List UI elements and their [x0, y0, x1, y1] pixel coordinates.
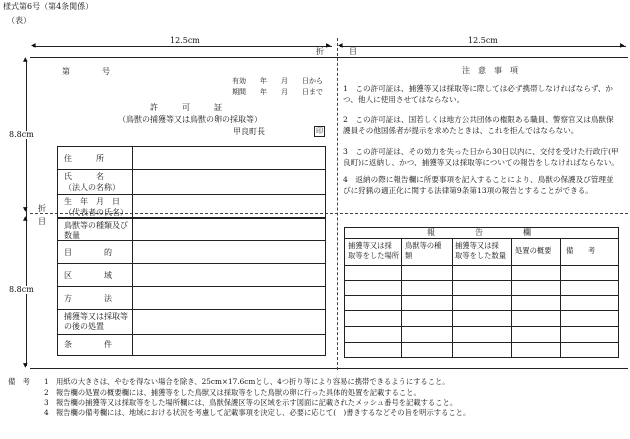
arrow-left-icon: ◀	[338, 42, 343, 49]
table-divider	[132, 146, 133, 218]
table-rule	[57, 286, 326, 287]
remarks-label: 備 考	[8, 377, 30, 386]
table-rule	[57, 194, 326, 195]
eye-label-top: 目	[349, 47, 357, 56]
remark-item-4: 4 報告欄の備考欄には、地域における状況を考慮して記載事項を決定し、必要に応じて( )書きするなどその旨を明示すること。	[44, 408, 471, 417]
table-rule	[344, 342, 619, 343]
arrow-down-icon: ▼	[23, 362, 28, 369]
eye-label-side: 目	[38, 217, 46, 226]
report-col-place-1: 捕獲等又は採	[348, 241, 392, 250]
bottom-border	[30, 368, 628, 369]
arrow-up-icon: ▲	[23, 56, 28, 63]
valid-until: 期間 年 月 日まで	[232, 88, 323, 96]
permit-subtitle: （鳥獣の捕獲等又は鳥獣の卵の採取等）	[118, 115, 262, 124]
caution-item-3: 3 この許可証は、その効力を失った日から30日以内に、交付を受けた行政庁(甲良町)に返納し、かつ、捕獲等又は採取等についての報告をしなければならない。	[343, 147, 619, 168]
name-label: 氏 名	[64, 172, 104, 181]
permit-number-label: 第 号	[62, 67, 110, 76]
area-label: 区 域	[64, 271, 112, 280]
remark-item-2: 2 報告欄の処置の概要欄には、捕獲等をした鳥獣又は採取等をした鳥獣の卵に行った具体的処置を記載すること。	[44, 388, 421, 397]
purpose-label: 目 的	[64, 248, 112, 257]
report-col-place-2: 取等をした場所	[348, 251, 400, 260]
caution-item-4: 4 返納の際に報告欄に所要事項を記入することにより、鳥獣の保護及び管理並びに狩猟の適正化に関する法律第9条第13項の報告とすることができる。	[343, 175, 614, 196]
table-rule	[344, 295, 619, 296]
table-rule	[57, 309, 326, 310]
seal-icon: 印	[316, 127, 323, 135]
form-number: 様式第6号（第4条関係）	[3, 2, 94, 11]
width-label-left: 12.5cm	[170, 36, 200, 45]
report-col-remarks: 備 考	[566, 246, 596, 255]
table-rule	[344, 280, 619, 281]
table-divider	[511, 238, 512, 358]
table-rule	[57, 334, 326, 335]
caution-item-2: 2 この許可証は、国若しくは地方公共団体の権限ある職員、警察官又は鳥獣保護員その他国係者が提示を求めたときは、これを拒んではならない。	[343, 115, 614, 136]
arrow-down-icon: ▼	[23, 206, 28, 213]
width-label-right: 12.5cm	[468, 36, 498, 45]
arrow-up-icon: ▲	[23, 215, 28, 222]
height-label-bottom: 8.8cm	[9, 285, 34, 294]
remark-item-3: 3 報告欄の捕獲等又は採取等をした場所欄には、鳥獣保護区等の区域を示す図面に記載されたメッシュ番号を記載すること。	[44, 398, 458, 407]
table-rule	[344, 326, 619, 327]
table-rule	[344, 238, 619, 239]
width-dimension-line-left	[33, 46, 332, 47]
caution-item-1: 1 この許可証は、捕獲等又は採取等に際しては必ず携帯しなければならず、かつ、他人に使用させてはならない。	[343, 84, 614, 105]
height-dimension-line	[26, 60, 27, 366]
arrow-right-icon: ▶	[620, 42, 625, 49]
report-col-species-1: 鳥獣等の種	[405, 241, 442, 250]
disposal-label-2: の後の処置	[64, 322, 104, 331]
table-rule	[57, 263, 326, 264]
vertical-fold-line	[337, 38, 338, 370]
corp-name-label: （法人の名称）	[64, 183, 120, 192]
cautions-title: 注 意 事 項	[462, 66, 518, 75]
table-rule	[344, 310, 619, 311]
report-col-disposal: 処置の概要	[515, 246, 552, 255]
species-label-1: 鳥獣等の種類及び	[64, 221, 128, 230]
report-title: 報 告 欄	[427, 228, 531, 237]
table-rule	[344, 265, 619, 266]
table-divider	[132, 218, 133, 356]
address-label: 住 所	[64, 154, 104, 163]
table-rule	[57, 169, 326, 170]
table-rule	[57, 240, 326, 241]
fold-label-top: 折	[316, 47, 324, 56]
conditions-label: 条 件	[64, 340, 112, 349]
valid-from: 有効 年 月 日から	[232, 77, 323, 85]
arrow-left-icon: ◀	[31, 42, 36, 49]
table-divider	[401, 238, 402, 358]
issuer-name: 甲良町長	[233, 127, 265, 136]
width-dimension-line-right	[340, 46, 626, 47]
fold-label-side: 折	[38, 204, 46, 213]
report-col-species-2: 類	[405, 251, 413, 260]
top-border	[30, 57, 628, 58]
remark-item-1: 1 用紙の大きさは、やむを得ない場合を除き、25cm×17.6cmとし、4つ折り等により容易に携帯できるようにすること。	[44, 377, 450, 386]
arrow-right-icon: ▶	[326, 42, 331, 49]
side-label: （表）	[7, 16, 31, 25]
height-label-top: 8.8cm	[9, 130, 34, 139]
report-col-quantity-1: 捕獲等又は採	[455, 241, 499, 250]
report-col-quantity-2: 取等をした数量	[455, 251, 507, 260]
table-divider	[560, 238, 561, 358]
birth-label: 生 年 月 日	[64, 197, 120, 206]
permit-details-table	[57, 218, 326, 356]
method-label: 方 法	[64, 294, 112, 303]
table-divider	[452, 238, 453, 358]
disposal-label-1: 捕獲等又は採取等	[64, 312, 128, 321]
rep-name-label: （代表者の氏名）	[64, 208, 128, 217]
species-label-2: 数量	[64, 231, 80, 240]
permit-title: 許 可 証	[150, 103, 222, 112]
